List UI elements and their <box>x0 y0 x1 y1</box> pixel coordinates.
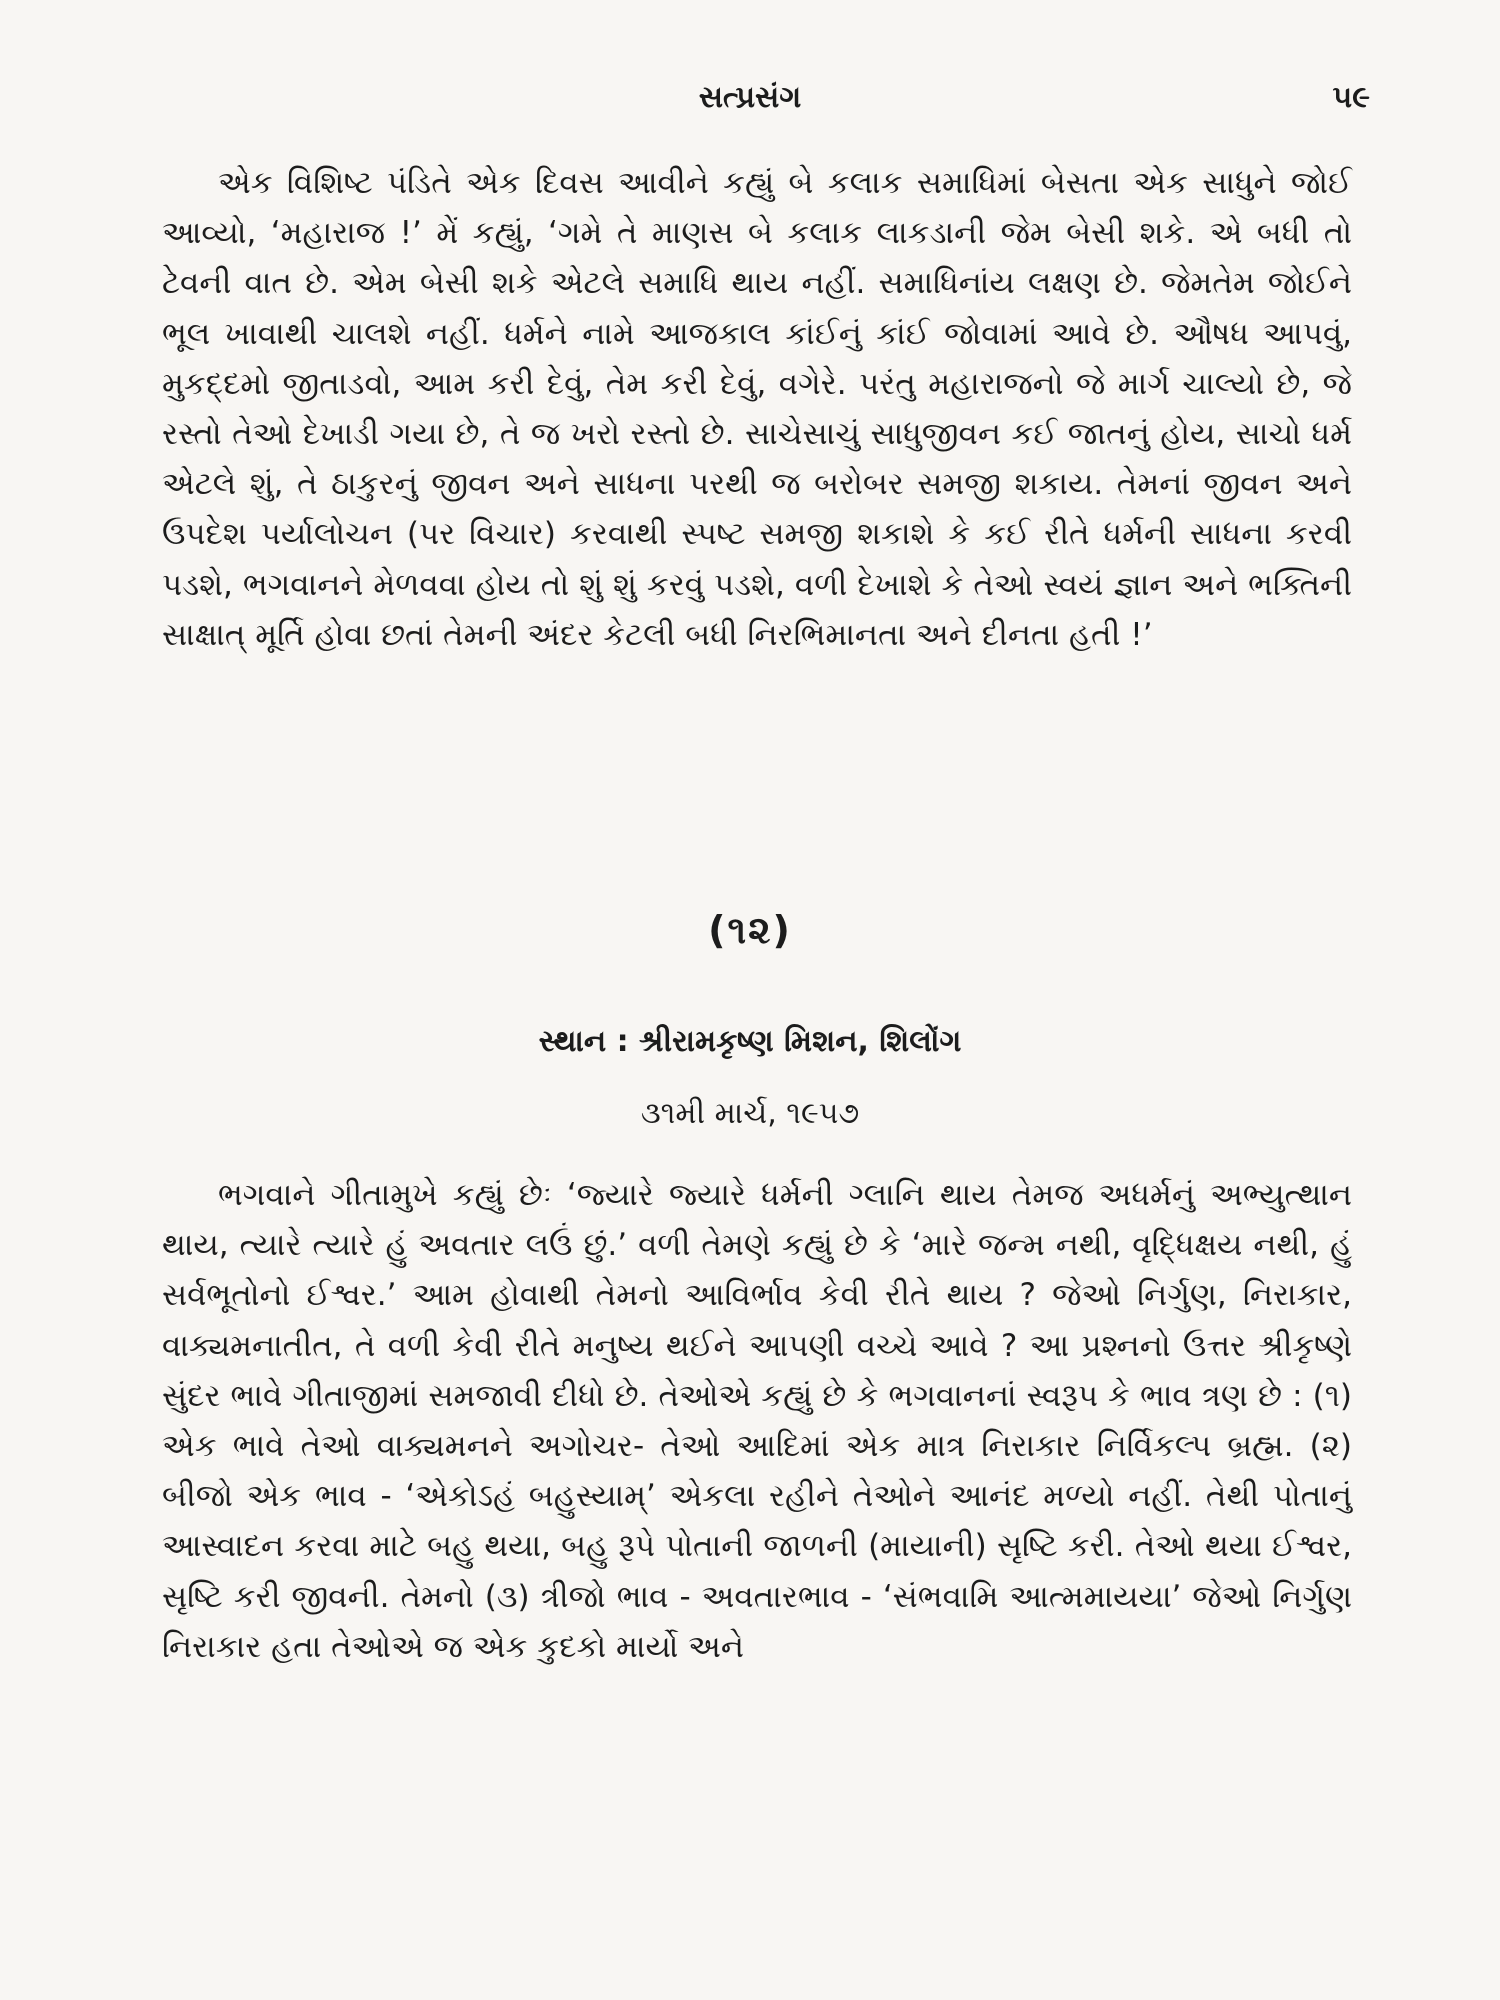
paragraph-2: ભગવાને ગીતામુખે કહ્યું છેઃ ‘જ્યારે જ્યારે ધર્મની ગ્લાનિ થાય તેમજ અધર્મનું અભ્યુત્થાન થાય, ત્યારે ત્યારે હું અવતાર લઉં છું.’ વળી તેમણે કહ્યું છે કે ‘મારે જન્મ નથી, વૃદ્ધિક્ષય નથી, હું સર્વભૂતોનો ઈશ્વર.’ આમ હોવાથી તેમનો આવિર્ભાવ કેવી રીતે થાય ? જેઓ નિર્ગુણ, નિરાકાર, વાક્યમનાતીત, તે વળી કેવી રીતે મનુષ્ય થઈને આપણી વચ્ચે આવે ? આ પ્રશ્નનો ઉત્તર શ્રીકૃષ્ણે સુંદર ભાવે ગીતાજીમાં સમજાવી દીધો છે. તેઓએ કહ્યું છે કે ભગવાનનાં સ્વરૂપ કે ભાવ ત્રણ છે : (૧) એક ભાવે તેઓ વાક્યમનને અગોચર- તેઓ આદિમાં એક માત્ર નિરાકાર નિર્વિકલ્પ બ્રહ્મ. (૨) બીજો એક ભાવ - ‘એકોઽહં બહુસ્યામ્’ એકલા રહીને તેઓને આનંદ મળ્યો નહીં. તેથી પોતાનું આસ્વાદન કરવા માટે બહુ થયા, બહુ રૂપે પોતાની જાળની (માયાની) સૃષ્ટિ કરી. તેઓ થયા ઈશ્વર, સૃષ્ટિ કરી જીવની. તેમનો (૩) ત્રીજો ભાવ - અવતારભાવ - ‘સંભવામિ આત્મમાયયા’ જેઓ નિર્ગુણ નિરાકાર હતા તેઓએ જ એક કુદકો માર્યો અને <box>162 1177 1352 1665</box>
section-location: સ્થાન : શ્રીરામકૃષ્ણ મિશન, શિલોંગ <box>538 1024 962 1059</box>
running-header <box>0 80 1500 120</box>
section-date: ૩૧મી માર્ચ, ૧૯૫૭ <box>640 1096 860 1131</box>
chapter-title: સત્પ્રસંગ <box>698 80 802 115</box>
paragraph-1: એક વિશિષ્ટ પંડિતે એક દિવસ આવીને કહ્યું બે કલાક સમાધિમાં બેસતા એક સાધુને જોઈ આવ્યો, ‘મહારાજ !’ મેં કહ્યું, ‘ગમે તે માણસ બે કલાક લાકડાની જેમ બેસી શકે. એ બધી તો ટેવની વાત છે. એમ બેસી શકે એટલે સમાધિ થાય નહીં. સમાધિનાંય લક્ષણ છે. જેમતેમ જોઈને ભૂલ ખાવાથી ચાલશે નહીં. ધર્મને નામે આજકાલ કાંઈનું કાંઈ જોવામાં આવે છે. ઔષધ આપવું, મુકદ્દમો જીતાડવો, આમ કરી દેવું, તેમ કરી દેવું, વગેરે. પરંતુ મહારાજનો જે માર્ગ ચાલ્યો છે, જે રસ્તો તેઓ દેખાડી ગયા છે, તે જ ખરો રસ્તો છે. સાચેસાચું સાધુજીવન કઈ જાતનું હોય, સાચો ધર્મ એટલે શું, તે ઠાકુરનું જીવન અને સાધના પરથી જ બરોબર સમજી શકાય. તેમનાં જીવન અને ઉપદેશ પર્યાલોચન (પર વિચાર) કરવાથી સ્પષ્ટ સમજી શકાશે કે કઈ રીતે ધર્મની સાધના કરવી પડશે, ભગવાનને મેળવવા હોય તો શું શું કરવું પડશે, વળી દેખાશે કે તેઓ સ્વયં જ્ઞાન અને ભક્તિની સાક્ષાત્ મૂર્તિ હોવા છતાં તેમની અંદર કેટલી બધી નિરભિમાનતા અને દીનતા હતી !’ <box>162 165 1352 653</box>
page-number: ૫૯ <box>1332 80 1370 115</box>
section-number: (૧૨) <box>708 908 792 952</box>
